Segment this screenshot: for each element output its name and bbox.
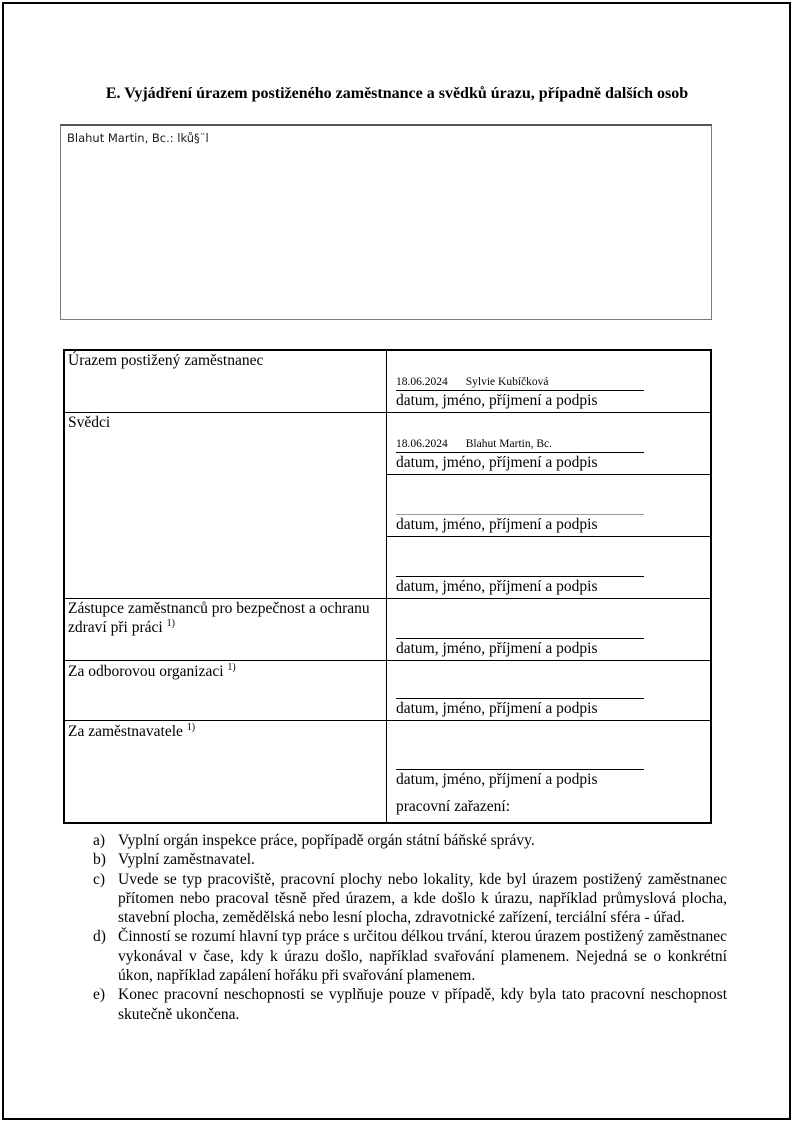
table-row — [65, 599, 710, 661]
signature-date: 18.06.2024 — [396, 376, 448, 389]
signature-field[interactable] — [396, 753, 644, 770]
footnote-ref: 1) — [186, 722, 196, 733]
signature-cell — [387, 413, 710, 474]
signature-cell — [387, 661, 710, 720]
signature-caption: datum, jméno, příjmení a podpis — [396, 640, 598, 658]
signature-field[interactable] — [396, 498, 644, 515]
footnote-marker: d) — [93, 928, 106, 946]
signature-cell — [387, 536, 710, 598]
table-row — [65, 413, 710, 599]
table-row — [65, 351, 710, 413]
signature-caption: datum, jméno, příjmení a podpis — [396, 516, 598, 534]
signature-caption: datum, jméno, příjmení a podpis — [396, 771, 598, 789]
signature-field[interactable] — [396, 436, 644, 453]
row-label-witnesses: Svědci — [65, 413, 387, 598]
footnote-text: Vyplní zaměstnavatel. — [118, 851, 255, 869]
footnote-marker: c) — [93, 870, 106, 888]
footnote-ref: 1) — [227, 662, 236, 673]
footnote-item — [93, 870, 727, 928]
signature-table — [63, 349, 712, 824]
statement-text-input[interactable]: Blahut Martin, Bc.: lků§¨l — [60, 124, 712, 320]
signature-field[interactable] — [396, 560, 644, 577]
footnote-text: Konec pracovní neschopnosti se vyplňuje pouze v případě, kdy byla tato pracovní neschopnost skutečně ukončena. — [118, 986, 727, 1023]
footnote-item — [93, 927, 727, 985]
signature-cell — [387, 599, 710, 660]
signature-date: 18.06.2024 — [396, 438, 448, 451]
row-label-text: Za zaměstnavatele — [68, 723, 183, 741]
footnote-marker: a) — [93, 832, 106, 849]
footnote-text: Činností se rozumí hlavní typ práce s určitou délkou trvání, kterou úrazem postižený zaměstnanec vykonával v čase, kdy k úrazu došlo, například svařování plamenem. Nejedná se o konkrétní úkon, například zapálení hořáku při svařování plamenem. — [118, 928, 727, 985]
page-title: E. Vyjádření úrazem postiženého zaměstnance a svědků úrazu, případně dalších osob — [105, 85, 689, 102]
signature-field[interactable] — [396, 374, 644, 391]
job-classification-label: pracovní zařazení: — [396, 798, 511, 815]
footnote-ref: 1) — [166, 618, 175, 630]
signature-cell — [387, 721, 710, 791]
footnote-text: Uvede se typ pracoviště, pracovní plochy nebo lokality, kde byl úrazem postižený zaměstnanec přítomen nebo pracoval těsně před úrazem, a kde došlo k úrazu, například průmyslová plocha, stavební plocha, zemědělská nebo lesní plocha, zdravotnické zařízení, terciální sféra - úřad. — [118, 870, 727, 927]
footnote-item — [93, 850, 727, 869]
footnote-marker: e) — [93, 986, 106, 1004]
signature-name: Blahut Martin, Bc. — [465, 438, 552, 451]
row-label-trade-union — [65, 661, 387, 720]
signature-cell — [387, 351, 710, 412]
footnote-item — [93, 831, 727, 850]
footnote-text: Vyplní orgán inspekce práce, popřípadě orgán státní báňské správy. — [118, 832, 535, 849]
footnote-marker: b) — [93, 851, 106, 869]
footnote-item — [93, 985, 727, 1024]
signature-caption: datum, jméno, příjmení a podpis — [396, 700, 598, 718]
signature-cell — [387, 474, 710, 536]
row-label-text: Za odborovou organizaci — [68, 663, 224, 681]
signature-field[interactable] — [396, 682, 644, 699]
signature-name: Sylvie Kubíčková — [465, 376, 549, 389]
row-label-safety-representative — [65, 599, 387, 660]
signature-caption: datum, jméno, příjmení a podpis — [396, 392, 598, 410]
table-row — [65, 661, 710, 721]
signature-caption: datum, jméno, příjmení a podpis — [396, 578, 598, 596]
row-label-injured-employee: Úrazem postižený zaměstnanec — [65, 351, 387, 412]
row-label-text: Zástupce zaměstnanců pro bezpečnost a ochranu zdraví při práci — [68, 600, 370, 637]
row-label-employer — [65, 721, 387, 822]
signature-field[interactable] — [396, 622, 644, 639]
table-row — [65, 721, 710, 822]
footnotes — [93, 831, 727, 1024]
signature-caption: datum, jméno, příjmení a podpis — [396, 454, 598, 472]
